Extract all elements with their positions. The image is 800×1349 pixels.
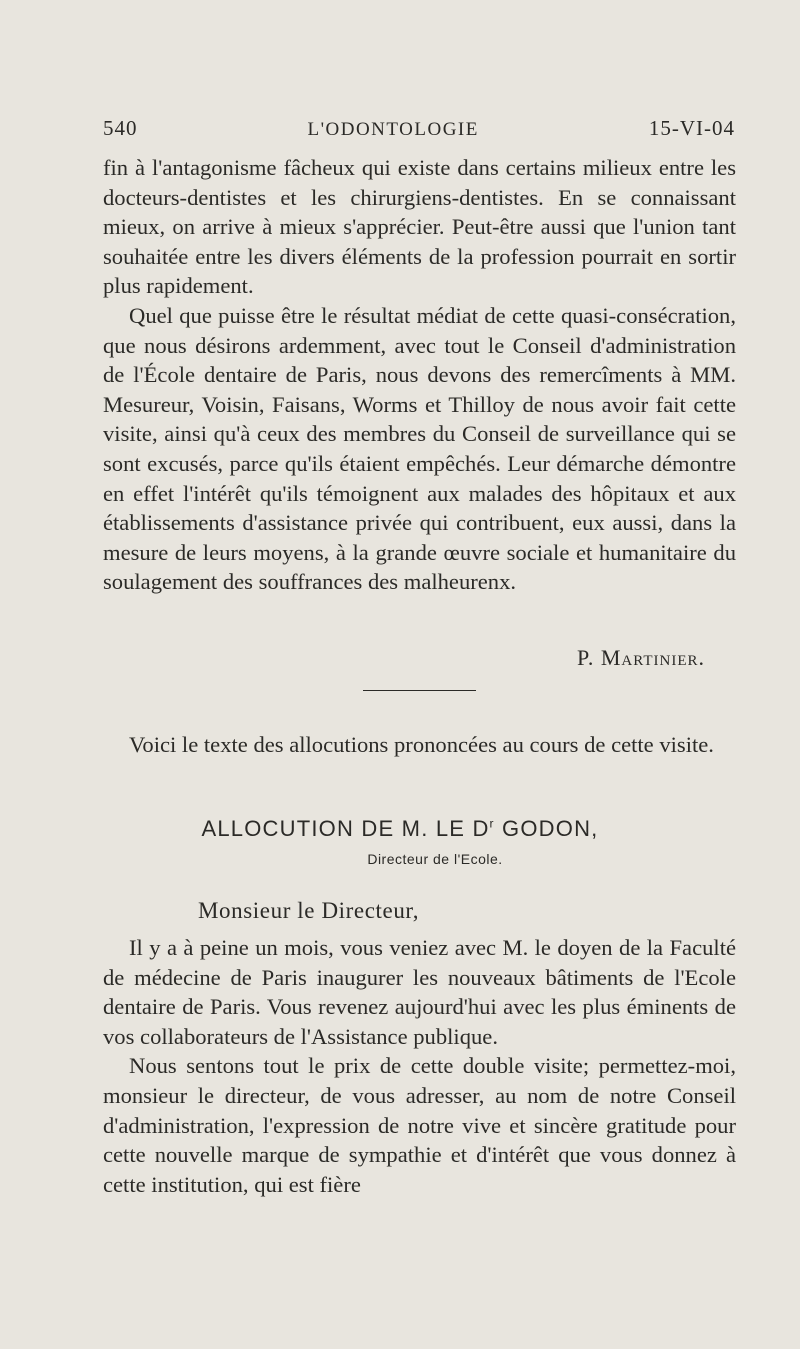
page-number: 540 <box>103 116 138 140</box>
author-initial: P. <box>577 645 595 670</box>
author-name: Martinier. <box>600 645 705 670</box>
allocution-body <box>103 933 736 1199</box>
salutation: Monsieur le Directeur, <box>198 898 420 923</box>
author-signature <box>577 645 705 671</box>
paragraph: Il y a à peine un mois, vous veniez avec M. le doyen de la Faculté de médecine de Paris inaugurer les nouveaux bâtiments de l'Ecole dentaire de Paris. Vous revenez aujourd'hui avec les plus éminents de vos collaborateurs de l'Assistance publique. <box>103 935 736 1049</box>
paragraph: Nous sentons tout le prix de cette double visite; permettez-moi, monsieur le directeur, de vous adresser, au nom de notre Conseil d'administration, l'expression de notre vive et sincère gratitude pour cette nouvelle marque de sympathie et d'intérêt que vous donnez à cette institution, qui est fière <box>103 1053 736 1197</box>
running-header <box>103 116 735 141</box>
section-divider <box>363 690 476 691</box>
allocution-subheading: Directeur de l'Ecole. <box>367 851 503 867</box>
introduction-paragraph <box>103 730 736 760</box>
article-conclusion <box>103 153 736 597</box>
journal-title: L'ODONTOLOGIE <box>307 119 479 140</box>
paragraph: Voici le texte des allocutions prononcées au cours de cette visite. <box>129 732 714 757</box>
issue-date: 15-VI-04 <box>648 116 735 140</box>
paragraph: fin à l'antagonisme fâcheux qui existe dans certains milieux entre les docteurs-dentistes et les chirurgiens-dentistes. En se connaissant mieux, on arrive à mieux s'apprécier. Peut-être aussi que l'union tant souhaitée entre les divers éléments de la profession pourrait en sortir plus rapidement. <box>103 155 736 299</box>
heading-superscript: r <box>489 816 495 831</box>
paragraph: Quel que puisse être le résultat médiat de cette quasi-consécration, que nous désirons ardemment, avec tout le Conseil d'administration de l'École dentaire de Paris, nous devons des remercîments à MM. Mesureur, Voisin, Faisans, Worms et Thilloy de nous avoir fait cette visite, ainsi qu'à ceux des membres du Conseil de surveillance qui se sont excusés, parce qu'ils étaient empêchés. Leur démarche démontre en effet l'intérêt qu'ils témoignent aux malades des hôpitaux et aux établissements d'assistance privée qui contribuent, eux aussi, dans la mesure de leurs moyens, à la grande œuvre sociale et humanitaire du soulagement des souffrances des malheurenx. <box>103 302 736 595</box>
allocution-heading: ALLOCUTION DE M. LE $D^r$ GODON, <box>201 816 599 841</box>
